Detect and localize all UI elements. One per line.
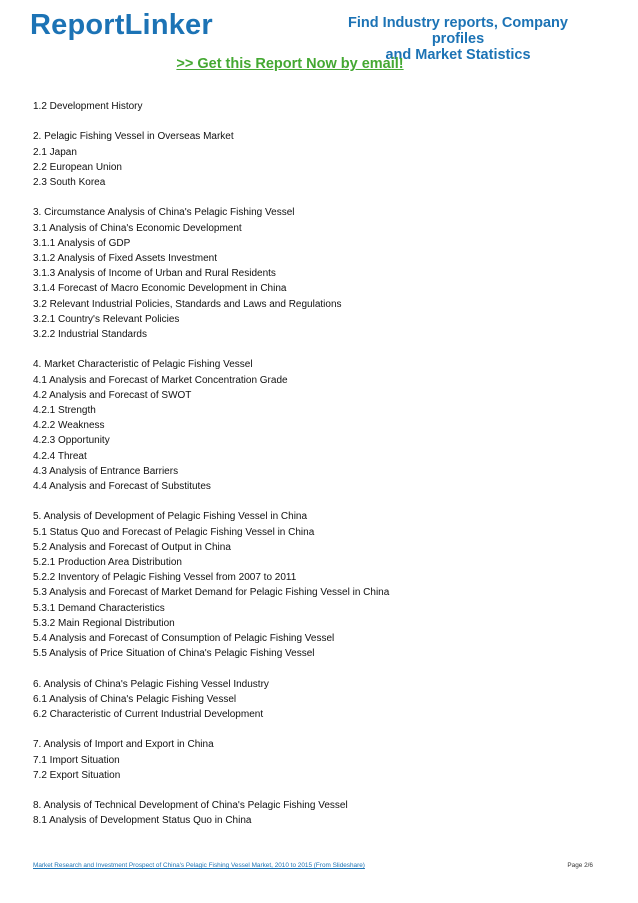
toc-section (33, 205, 613, 342)
toc-section (33, 357, 613, 494)
toc-entry: 3.2.2 Industrial Standards (33, 329, 147, 341)
toc-entry: 3.2.1 Country's Relevant Policies (33, 313, 180, 325)
toc-entry: 3.1.2 Analysis of Fixed Assets Investment (33, 253, 217, 264)
toc-entry: 5.3.2 Main Regional Distribution (33, 617, 175, 629)
toc-entry: 4.3 Analysis of Entrance Barriers (33, 465, 179, 477)
toc-entry: 7.1 Import Situation (33, 754, 120, 766)
tagline-line-2: and Market Statistics (385, 47, 531, 63)
toc-entry: 2.3 South Korea (33, 177, 106, 188)
footer-source-link[interactable]: Market Research and Investment Prospect of China's Pelagic Fishing Vessel Market, 2010 to 2015 (From Slideshare) (33, 862, 365, 869)
toc-entry: 8. Analysis of Technical Development of China's Pelagic Fishing Vessel (33, 800, 348, 812)
toc-entry: 4. Market Characteristic of Pelagic Fishing Vessel (33, 359, 253, 371)
toc-entry: 3. Circumstance Analysis of China's Pelagic Fishing Vessel (33, 207, 295, 219)
reportlinker-logo[interactable]: ReportLinker (30, 9, 213, 41)
toc-entry: 5.2.1 Production Area Distribution (33, 557, 182, 569)
table-of-contents (33, 99, 613, 844)
toc-entry: 3.1 Analysis of China's Economic Development (33, 222, 242, 234)
toc-entry: 3.2 Relevant Industrial Policies, Standards and Laws and Regulations (33, 298, 342, 310)
toc-entry: 7. Analysis of Import and Export in China (33, 739, 214, 751)
toc-entry: 6. Analysis of China's Pelagic Fishing Vessel Industry (33, 678, 269, 690)
toc-entry: 3.1.3 Analysis of Income of Urban and Rural Residents (33, 268, 276, 280)
toc-section (33, 129, 613, 190)
toc-entry: 5.2.2 Inventory of Pelagic Fishing Vessel from 2007 to 2011 (33, 572, 297, 584)
toc-section (33, 99, 613, 114)
toc-entry: 4.1 Analysis and Forecast of Market Concentration Grade (33, 374, 288, 386)
toc-entry: 2.2 European Union (33, 161, 122, 173)
toc-entry: 6.1 Analysis of China's Pelagic Fishing Vessel (33, 693, 237, 705)
toc-entry: 4.2.3 Opportunity (33, 435, 110, 447)
toc-entry: 5.4 Analysis and Forecast of Consumption of Pelagic Fishing Vessel (33, 633, 335, 645)
toc-entry: 5.3.1 Demand Characteristics (33, 602, 165, 614)
toc-section (33, 737, 613, 783)
toc-entry: 1.2 Development History (33, 101, 143, 112)
get-report-link[interactable]: >> Get this Report Now by email! (176, 56, 404, 72)
toc-entry: 4.2 Analysis and Forecast of SWOT (33, 389, 192, 401)
toc-entry: 5.5 Analysis of Price Situation of China's Pelagic Fishing Vessel (33, 648, 315, 660)
toc-entry: 4.4 Analysis and Forecast of Substitutes (33, 481, 211, 493)
toc-entry: 4.2.1 Strength (33, 405, 96, 417)
toc-entry: 4.2.4 Threat (33, 450, 87, 462)
toc-entry: 3.1.1 Analysis of GDP (33, 237, 131, 249)
toc-entry: 7.2 Export Situation (33, 769, 121, 781)
toc-entry: 3.1.4 Forecast of Macro Economic Development in China (33, 283, 287, 295)
toc-entry: 4.2.2 Weakness (33, 420, 105, 432)
page-number: Page 2/6 (567, 862, 593, 869)
toc-entry: 5.1 Status Quo and Forecast of Pelagic Fishing Vessel in China (33, 526, 315, 538)
toc-entry: 2. Pelagic Fishing Vessel in Overseas Market (33, 131, 234, 143)
toc-section (33, 798, 613, 828)
toc-entry: 5. Analysis of Development of Pelagic Fishing Vessel in China (33, 511, 308, 523)
toc-entry: 8.1 Analysis of Development Status Quo in China (33, 815, 252, 827)
toc-section (33, 677, 613, 723)
toc-entry: 2.1 Japan (33, 146, 77, 158)
toc-entry: 6.2 Characteristic of Current Industrial Development (33, 709, 264, 721)
tagline-line-1: Find Industry reports, Company profiles (348, 15, 568, 47)
toc-section (33, 509, 613, 661)
toc-entry: 5.2 Analysis and Forecast of Output in China (33, 541, 231, 553)
toc-entry: 5.3 Analysis and Forecast of Market Demand for Pelagic Fishing Vessel in China (33, 587, 390, 599)
